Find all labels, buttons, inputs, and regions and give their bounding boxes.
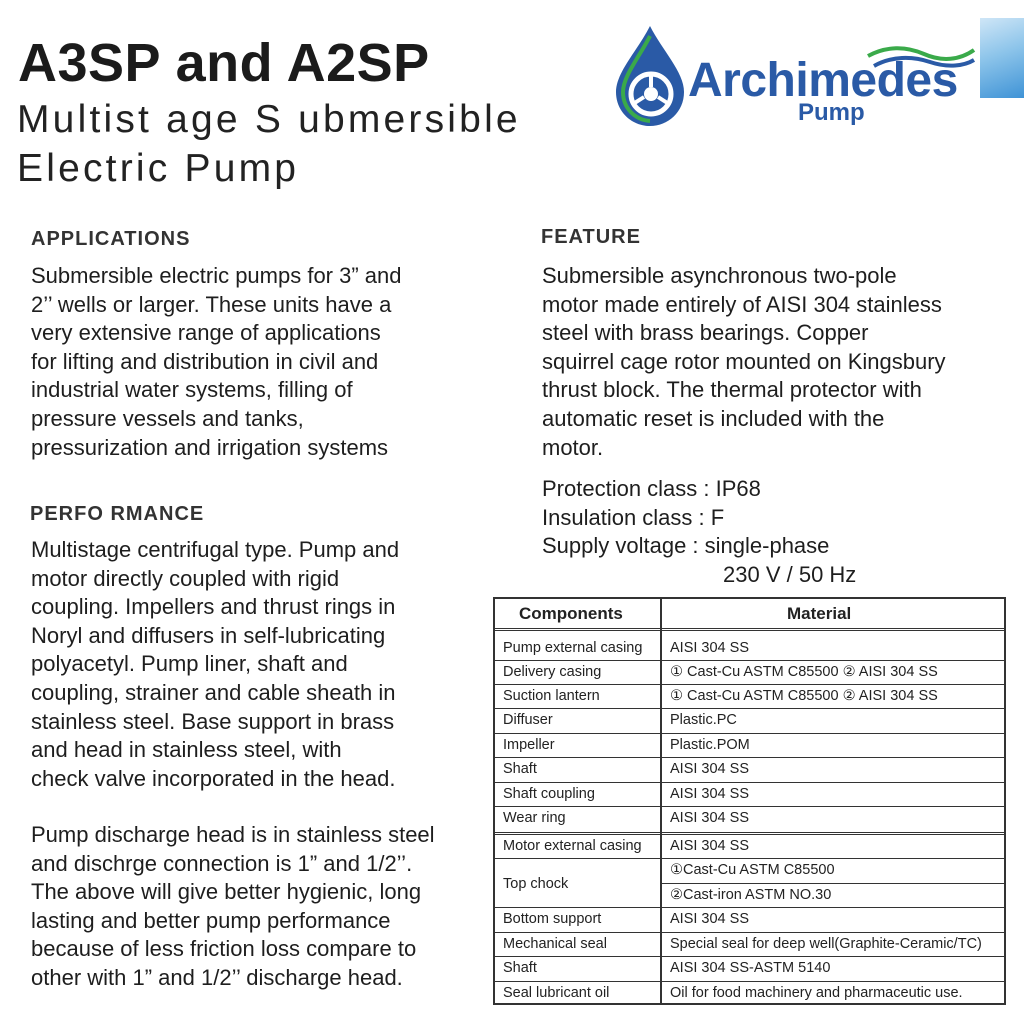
feature-line: motor made entirely of AISI 304 stainless <box>542 291 942 317</box>
header-material: Material <box>787 604 852 623</box>
water-drop-impeller-icon <box>610 24 690 128</box>
feature-line: automatic reset is included with the <box>542 405 885 431</box>
component-cell: Pump external casing <box>503 640 643 656</box>
component-cell: Shaft <box>503 960 537 976</box>
component-cell: Shaft <box>503 761 537 777</box>
performance-line: coupling, strainer and cable sheath in <box>31 679 396 705</box>
table-row <box>495 783 1004 807</box>
material-cell: Special seal for deep well(Graphite-Ceramic/TC) <box>670 936 982 952</box>
component-cell: Motor external casing <box>503 838 642 854</box>
table-header <box>495 599 1004 631</box>
applications-heading: APPLICATIONS <box>31 228 191 250</box>
table-row <box>495 835 1004 859</box>
material-cell: AISI 304 SS <box>670 761 749 777</box>
performance-line: motor directly coupled with rigid <box>31 565 340 591</box>
wave-icon <box>866 42 976 70</box>
table-row <box>495 734 1004 758</box>
performance-line: Multistage centrifugal type. Pump and <box>31 537 400 562</box>
applications-line: pressure vessels and tanks, <box>31 405 304 431</box>
table-row <box>495 807 1004 835</box>
applications-text <box>31 262 402 462</box>
material-cell: Plastic.PC <box>670 712 737 728</box>
performance-line: polyacetyl. Pump liner, shaft and <box>31 651 348 677</box>
component-cell: Bottom support <box>503 911 602 927</box>
component-cell: Impeller <box>503 737 555 753</box>
header-components: Components <box>519 604 623 623</box>
component-cell: Shaft coupling <box>503 786 595 802</box>
applications-line: Submersible electric pumps for 3” and <box>31 263 402 288</box>
material-cell: AISI 304 SS <box>670 838 749 854</box>
applications-line: pressurization and irrigation systems <box>31 434 389 460</box>
table-row <box>495 957 1004 982</box>
component-cell: Suction lantern <box>503 688 600 704</box>
material-cell: AISI 304 SS <box>670 640 749 656</box>
table-row <box>495 709 1004 734</box>
insulation-class: Insulation class : F <box>542 505 725 530</box>
table-row <box>495 637 1004 661</box>
logo-wordmark: Archimedes <box>688 54 958 107</box>
table-row <box>495 859 1004 908</box>
logo-tagline: Pump <box>798 99 865 126</box>
table-row <box>495 758 1004 783</box>
table-row <box>495 982 1004 1004</box>
performance-line: The above will give better hygienic, long <box>31 879 422 905</box>
supply-voltage: Supply voltage : single-phase <box>542 533 830 558</box>
table-row <box>495 908 1004 933</box>
component-cell: Top chock <box>503 876 569 892</box>
subtitle-line-2: Electric Pump <box>17 147 300 190</box>
feature-line: motor. <box>542 434 604 460</box>
material-cell: AISI 304 SS <box>670 786 749 802</box>
feature-heading: FEATURE <box>541 226 641 248</box>
column-divider <box>660 599 662 1003</box>
performance-line: and head in stainless steel, with <box>31 737 342 763</box>
protection-class: Protection class : IP68 <box>542 476 761 501</box>
performance-line: stainless steel. Base support in brass <box>31 708 395 734</box>
performance-line: lasting and better pump performance <box>31 907 391 933</box>
feature-line: Submersible asynchronous two-pole <box>542 263 897 288</box>
performance-text-2 <box>31 821 435 993</box>
table-row <box>495 661 1004 685</box>
performance-line: coupling. Impellers and thrust rings in <box>31 594 396 620</box>
material-cell: ① Cast-Cu ASTM C85500 ② AISI 304 SS <box>670 688 938 704</box>
performance-line: check valve incorporated in the head. <box>31 765 396 791</box>
component-cell: Seal lubricant oil <box>503 985 610 1001</box>
performance-line: other with 1” and 1/2’’ discharge head. <box>31 964 403 990</box>
material-cell: ②Cast-iron ASTM NO.30 <box>670 887 832 903</box>
page-title: A3SP and A2SP <box>18 33 430 93</box>
material-cell: Oil for food machinery and pharmaceutic use. <box>670 985 963 1001</box>
applications-line: very extensive range of applications <box>31 320 381 346</box>
performance-line: and dischrge connection is 1” and 1/2’’. <box>31 850 413 876</box>
performance-line: Pump discharge head is in stainless steel <box>31 822 435 847</box>
supply-voltage-value: 230 V / 50 Hz <box>723 562 857 587</box>
performance-line: Noryl and diffusers in self-lubricating <box>31 622 386 648</box>
sub-row-divider <box>660 883 1004 884</box>
applications-line: 2’’ wells or larger. These units have a <box>31 291 392 317</box>
component-cell: Mechanical seal <box>503 936 607 952</box>
brand-logo <box>610 24 1024 130</box>
feature-line: thrust block. The thermal protector with <box>542 377 922 403</box>
performance-heading: PERFO RMANCE <box>30 503 205 525</box>
material-cell: Plastic.POM <box>670 737 750 753</box>
component-cell: Delivery casing <box>503 664 602 680</box>
logo-gradient-square <box>980 18 1024 98</box>
feature-text <box>542 262 946 462</box>
subtitle-line-1: Multist age S ubmersible <box>17 98 521 141</box>
feature-line: squirrel cage rotor mounted on Kingsbury <box>542 348 946 374</box>
material-cell: AISI 304 SS-ASTM 5140 <box>670 960 831 976</box>
material-cell: ①Cast-Cu ASTM C85500 <box>670 862 835 878</box>
applications-line: for lifting and distribution in civil and <box>31 348 379 374</box>
material-cell: AISI 304 SS <box>670 911 749 927</box>
material-cell: ① Cast-Cu ASTM C85500 ② AISI 304 SS <box>670 664 938 680</box>
table-row <box>495 685 1004 709</box>
material-cell: AISI 304 SS <box>670 810 749 826</box>
materials-table <box>493 597 1006 1005</box>
applications-line: industrial water systems, filling of <box>31 377 353 403</box>
table-row <box>495 933 1004 957</box>
performance-line: because of less friction loss compare to <box>31 936 417 962</box>
component-cell: Diffuser <box>503 712 553 728</box>
component-cell: Wear ring <box>503 810 566 826</box>
performance-text-1 <box>31 536 399 793</box>
feature-line: steel with brass bearings. Copper <box>542 320 869 346</box>
